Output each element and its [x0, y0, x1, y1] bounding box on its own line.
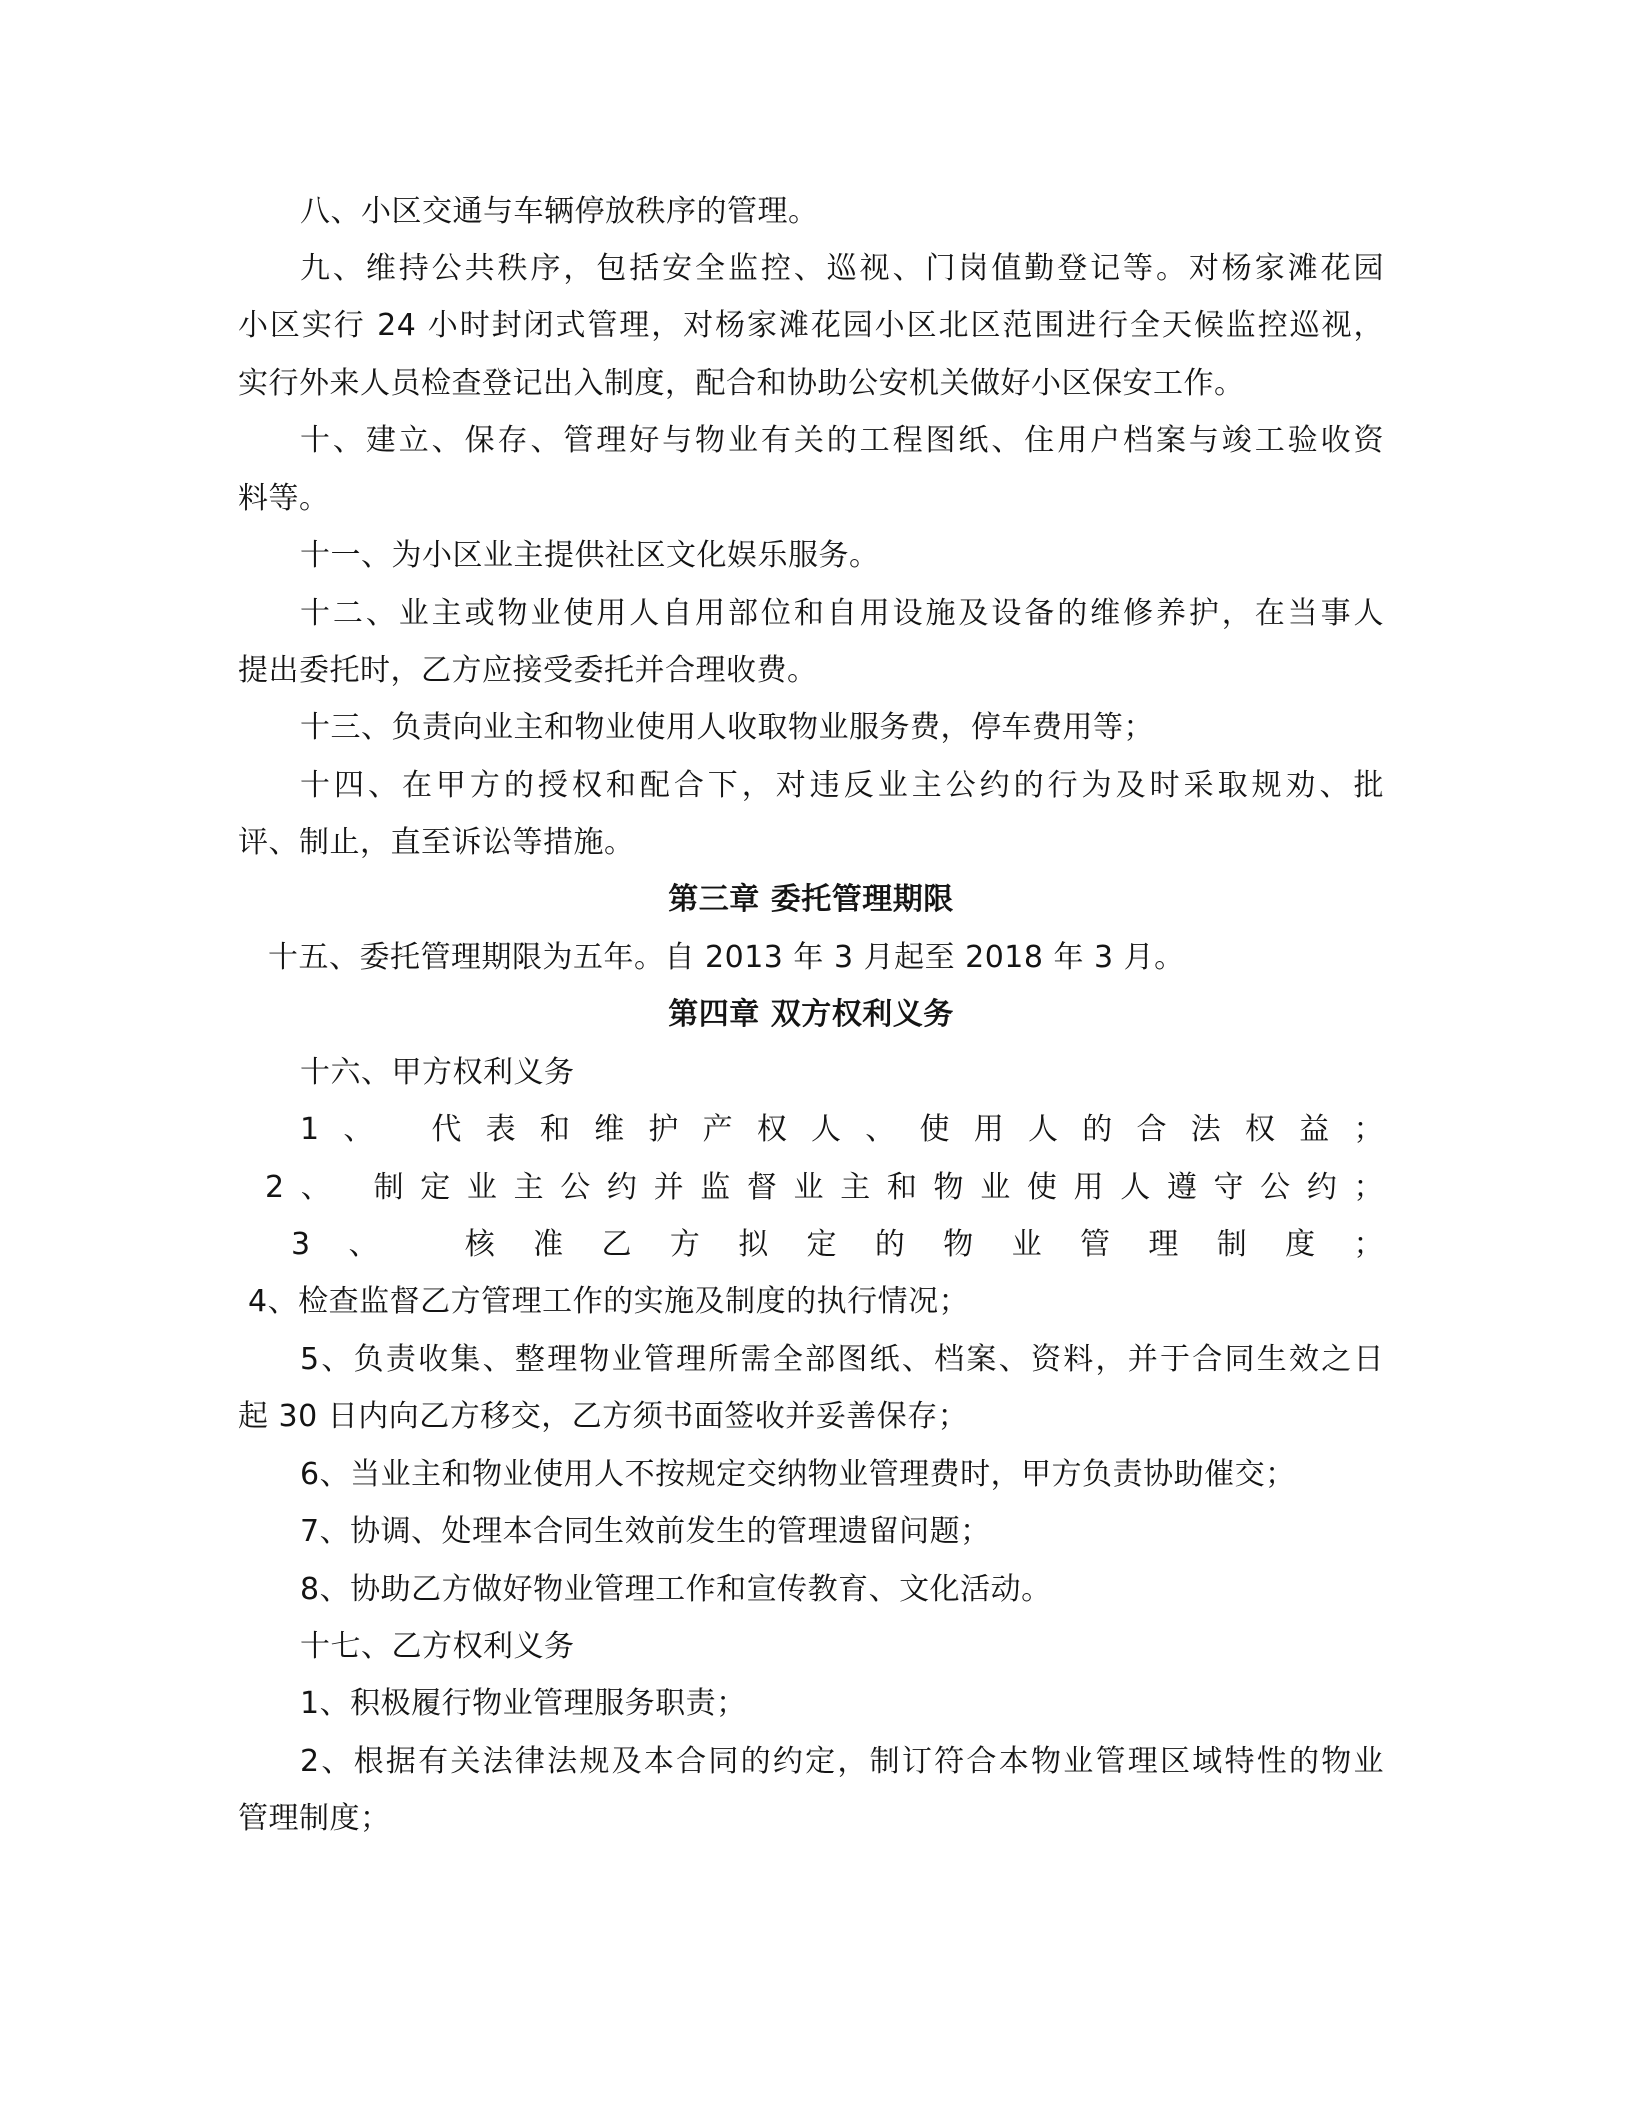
party-b-item-2-line-2: 管理制度； [238, 1801, 391, 1836]
clause-16-heading: 十六、甲方权利义务 [300, 1055, 575, 1090]
clause-15: 十五、委托管理期限为五年。自 2013 年 3 月起至 2018 年 3 月。 [268, 940, 1185, 975]
party-a-item-2: 2、 制定业主公约并监督业主和物业使用人遵守公约； [265, 1170, 1384, 1205]
party-a-item-6: 6、当业主和物业使用人不按规定交纳物业管理费时，甲方负责协助催交； [300, 1457, 1296, 1492]
party-a-item-4: 4、检查监督乙方管理工作的实施及制度的执行情况； [248, 1284, 970, 1319]
clause-12-line-1: 十二、业主或物业使用人自用部位和自用设施及设备的维修养护，在当事人 [300, 596, 1384, 631]
clause-10-line-1: 十、建立、保存、管理好与物业有关的工程图纸、住用户档案与竣工验收资 [300, 423, 1384, 458]
party-b-item-2-line-1: 2、根据有关法律法规及本合同的约定，制订符合本物业管理区域特性的物业 [300, 1744, 1384, 1779]
party-a-item-3: 3、 核准乙方拟定的物业管理制度； [291, 1227, 1384, 1262]
clause-17-heading: 十七、乙方权利义务 [300, 1629, 575, 1664]
party-b-item-1: 1、积极履行物业管理服务职责； [300, 1686, 747, 1721]
clause-13: 十三、负责向业主和物业使用人收取物业服务费，停车费用等； [300, 710, 1154, 745]
clause-14-line-2: 评、制止，直至诉讼等措施。 [238, 825, 635, 860]
clause-9-line-1: 九、维持公共秩序，包括安全监控、巡视、门岗值勤登记等。对杨家滩花园 [300, 251, 1384, 286]
clause-14-line-1: 十四、在甲方的授权和配合下，对违反业主公约的行为及时采取规劝、批 [300, 768, 1384, 803]
clause-10-line-2: 料等。 [238, 481, 330, 516]
party-a-item-5-line-1: 5、负责收集、整理物业管理所需全部图纸、档案、资料，并于合同生效之日 [300, 1342, 1384, 1377]
party-a-item-1: 1、 代表和维护产权人、使用人的合法权益； [300, 1112, 1384, 1147]
party-a-item-7: 7、协调、处理本合同生效前发生的管理遗留问题； [300, 1514, 991, 1549]
clause-9-line-3: 实行外来人员检查登记出入制度，配合和协助公安机关做好小区保安工作。 [238, 366, 1245, 401]
chapter-4-heading: 第四章 双方权利义务 [668, 997, 954, 1032]
party-a-item-8: 8、协助乙方做好物业管理工作和宣传教育、文化活动。 [300, 1572, 1052, 1607]
clause-8: 八、小区交通与车辆停放秩序的管理。 [300, 194, 819, 229]
clause-9-line-2: 小区实行 24 小时封闭式管理，对杨家滩花园小区北区范围进行全天候监控巡视， [238, 308, 1384, 343]
clause-11: 十一、为小区业主提供社区文化娱乐服务。 [300, 538, 880, 573]
party-a-item-5-line-2: 起 30 日内向乙方移交，乙方须书面签收并妥善保存； [238, 1399, 969, 1434]
clause-12-line-2: 提出委托时，乙方应接受委托并合理收费。 [238, 653, 818, 688]
chapter-3-heading: 第三章 委托管理期限 [668, 882, 954, 917]
